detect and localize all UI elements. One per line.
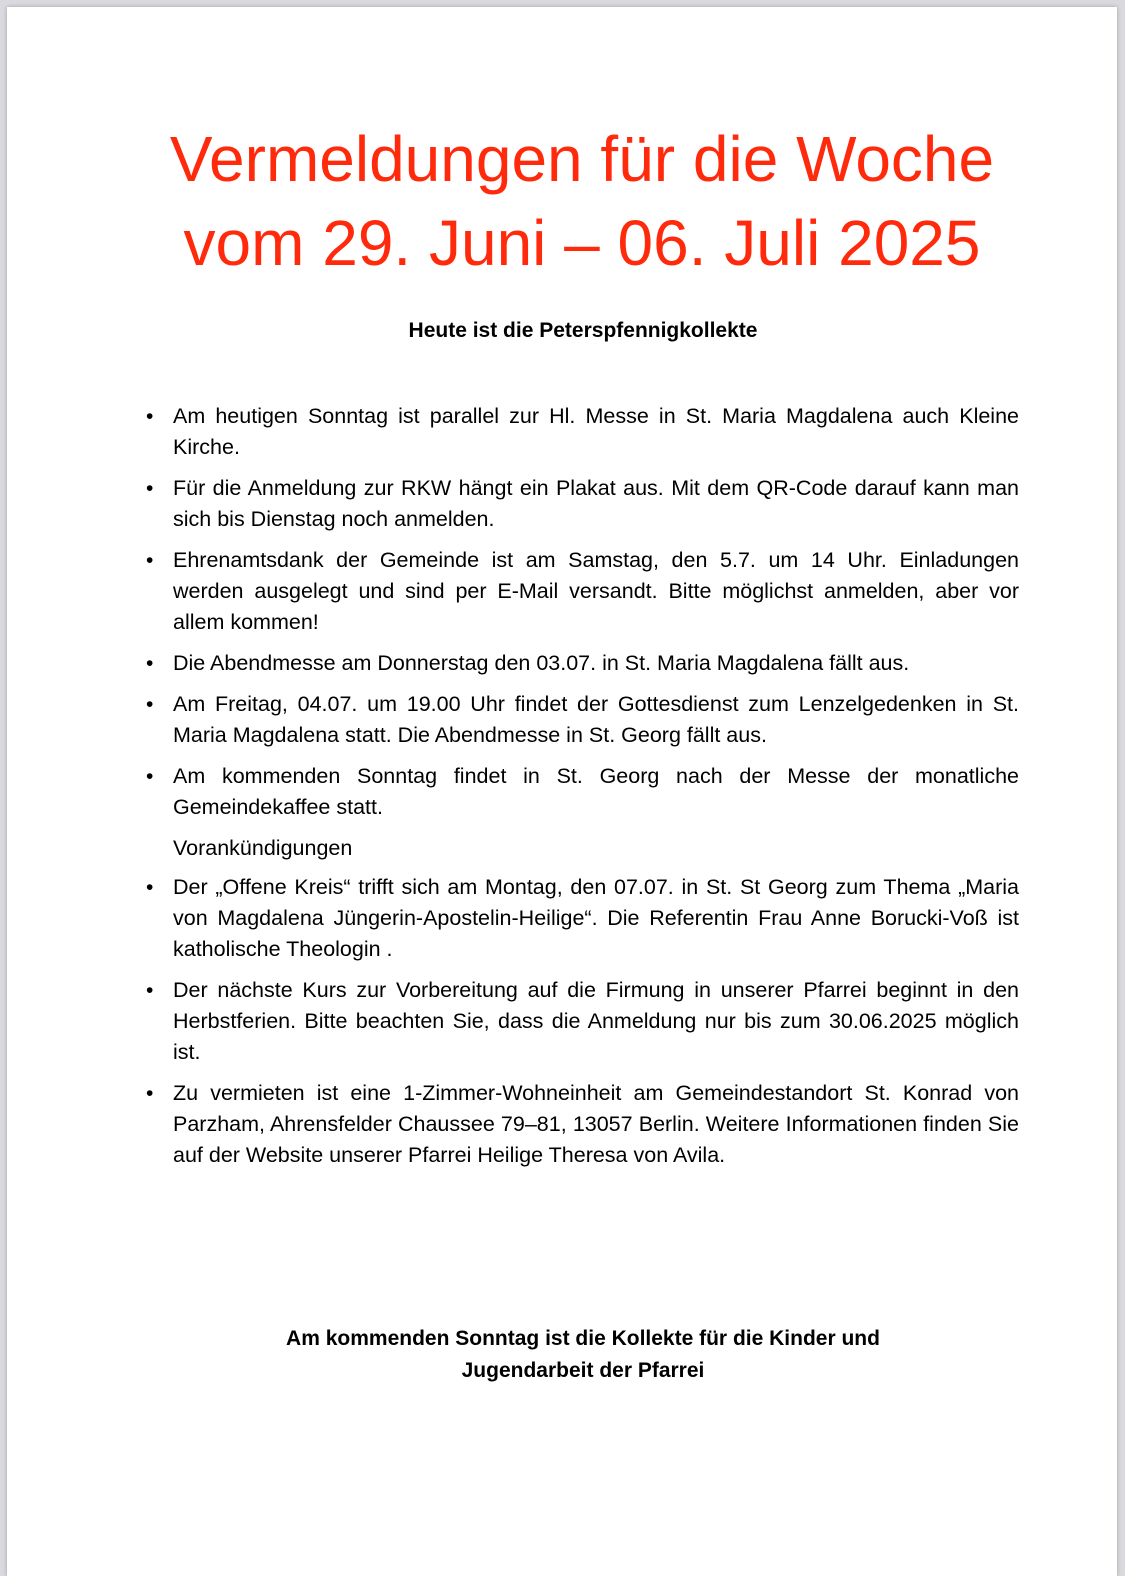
list-item-text: Die Abendmesse am Donnerstag den 03.07. in St. Maria Magdalena fällt aus. bbox=[173, 651, 910, 675]
list-item bbox=[146, 401, 1019, 463]
list-item-text: Der nächste Kurs zur Vorbereitung auf die Firmung in unserer Pfarrei beginnt in den Herbstferien. Bitte beachten Sie, dass die Anmeldung nur bis zum 30.06.2025 möglich ist. bbox=[173, 978, 1019, 1064]
list-item-text: Am Freitag, 04.07. um 19.00 Uhr findet der Gottesdienst zum Lenzelgedenken in St. Maria Magdalena statt. Die Abendmesse in St. Georg fällt aus. bbox=[173, 692, 1019, 747]
list-item-text: Ehrenamtsdank der Gemeinde ist am Samstag, den 5.7. um 14 Uhr. Einladungen werden ausgelegt und sind per E-Mail versandt. Bitte möglichst anmelden, aber vor allem kommen! bbox=[173, 548, 1019, 634]
bullet-icon: • bbox=[146, 765, 154, 788]
list-item bbox=[146, 1078, 1019, 1171]
list-item-text: Am kommenden Sonntag findet in St. Georg nach der Messe der monatliche Gemeindekaffee statt. bbox=[173, 764, 1019, 819]
list-item bbox=[146, 473, 1019, 535]
announcement-list bbox=[146, 401, 1019, 1181]
list-item bbox=[146, 648, 1019, 679]
bullet-icon: • bbox=[146, 549, 154, 572]
list-item bbox=[146, 545, 1019, 638]
list-item-text: Der „Offene Kreis“ trifft sich am Montag, den 07.07. in St. St Georg zum Thema „Maria von Magdalena Jüngerin-Apostelin-Heilige“. Die Referentin Frau Anne Borucki-Voß ist katholische Theologin . bbox=[173, 875, 1019, 961]
footer-line-2: Jugendarbeit der Pfarrei bbox=[461, 1359, 705, 1382]
list-item-text: Am heutigen Sonntag ist parallel zur Hl. Messe in St. Maria Magdalena auch Kleine Kirche. bbox=[173, 404, 1019, 459]
title-line-2: vom 29. Juni – 06. Juli 2025 bbox=[183, 207, 981, 279]
list-item bbox=[146, 689, 1019, 751]
list-item-text: Für die Anmeldung zur RKW hängt ein Plakat aus. Mit dem QR-Code darauf kann man sich bis Dienstag noch anmelden. bbox=[173, 476, 1019, 531]
collection-today: Heute ist die Peterspfennigkollekte bbox=[408, 319, 758, 342]
bullet-icon: • bbox=[146, 1082, 154, 1105]
bullet-icon: • bbox=[146, 477, 154, 500]
page-title bbox=[7, 117, 1125, 285]
next-collection-note bbox=[7, 1323, 1125, 1387]
list-item bbox=[146, 872, 1019, 965]
document-page bbox=[7, 7, 1117, 1576]
preview-heading: Vorankündigungen bbox=[173, 836, 353, 860]
title-line-1: Vermeldungen für die Woche bbox=[169, 123, 995, 195]
list-item bbox=[146, 761, 1019, 823]
bullet-icon: • bbox=[146, 876, 154, 899]
footer-line-1: Am kommenden Sonntag ist die Kollekte für die Kinder und bbox=[286, 1327, 880, 1350]
bullet-icon: • bbox=[146, 693, 154, 716]
list-item-text: Zu vermieten ist eine 1-Zimmer-Wohneinheit am Gemeindestandort St. Konrad von Parzham, Ahrensfelder Chaussee 79–81, 13057 Berlin. Weitere Informationen finden Sie auf der Website unserer Pfarrei Heilige Theresa von Avila. bbox=[173, 1081, 1019, 1167]
bullet-icon: • bbox=[146, 405, 154, 428]
list-item bbox=[146, 975, 1019, 1068]
bullet-icon: • bbox=[146, 652, 154, 675]
bullet-icon: • bbox=[146, 979, 154, 1002]
